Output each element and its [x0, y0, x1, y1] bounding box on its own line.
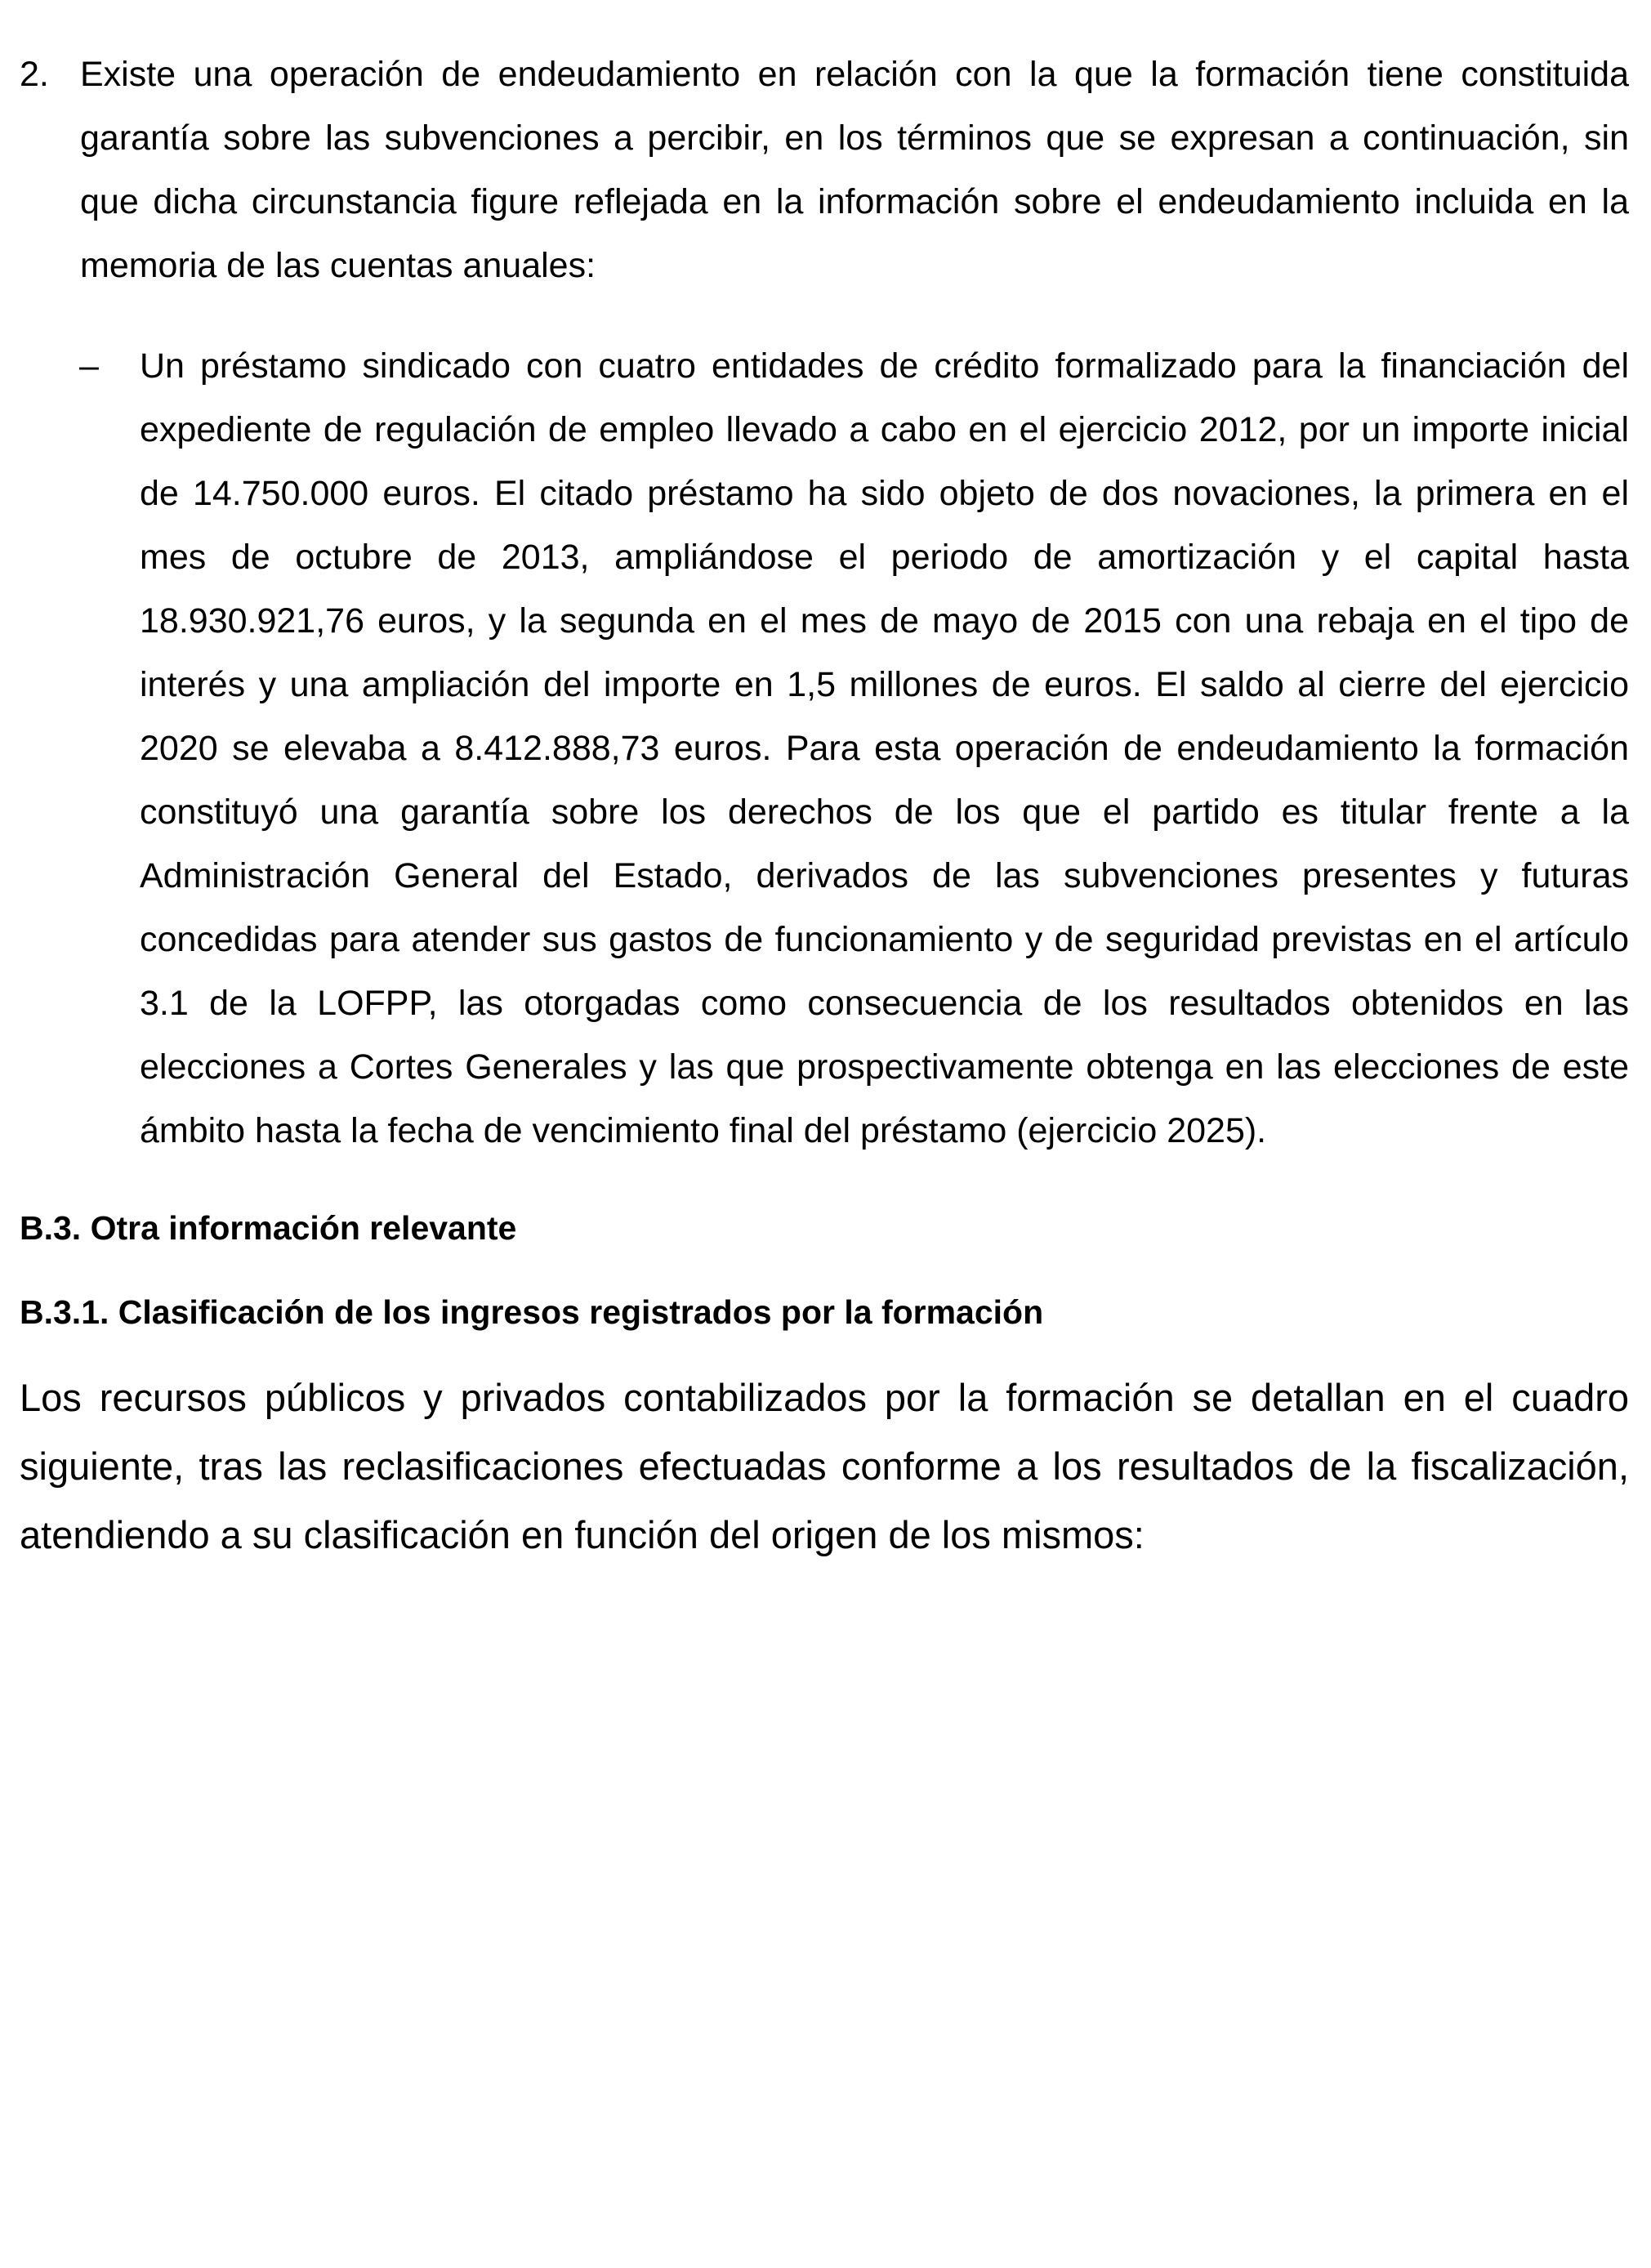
bullet-text: Un préstamo sindicado con cuatro entidades de crédito formalizado para la financiación del expediente de regulación de empleo llevado a cabo en el ejercicio 2012, por un importe inicial de 14.750.000 euros. El citado préstamo ha sido objeto de dos novaciones, la primera en el mes de octubre de 2013, ampliándose el periodo de amortización y el capital hasta 18.930.921,76 euros, y la segunda en el mes de mayo de 2015 con una rebaja en el tipo de interés y una ampliación del importe en 1,5 millones de euros. El saldo al cierre del ejercicio 2020 se elevaba a 8.412.888,73 euros. Para esta operación de endeudamiento la formación constituyó una garantía sobre los derechos de los que el partido es titular frente a la Administración General del Estado, derivados de las subvenciones presentes y futuras concedidas para atender sus gastos de funcionamiento y de seguridad previstas en el artículo 3.1 de la LOFPP, las otorgadas como consecuencia de los resultados obtenidos en las elecciones a Cortes Generales y las que prospectivamente obtenga en las elecciones de este ámbito hasta la fecha de vencimiento final del préstamo (ejercicio 2025).: [140, 346, 1629, 1150]
bullet-item-loan: [79, 334, 1629, 1163]
item-text: Existe una operación de endeudamiento en relación con la que la formación tiene constituida garantía sobre las subvenciones a percibir, en los términos que se expresan a continuación, sin que dicha circunstancia figure reflejada en la información sobre el endeudamiento incluida en la memoria de las cuentas anuales:: [80, 55, 1629, 285]
section-heading-b31: B.3.1. Clasificación de los ingresos registrados por la formación: [20, 1293, 1044, 1331]
item-number: 2.: [20, 55, 49, 94]
numbered-item-2: [20, 42, 1629, 297]
dash-bullet-icon: –: [79, 346, 99, 386]
body-paragraph: Los recursos públicos y privados contabilizados por la formación se detallan en el cuadro siguiente, tras las reclasificaciones efectuadas conforme a los resultados de la fiscalización, atendiendo a su clasificación en función del origen de los mismos:: [20, 1376, 1629, 1556]
section-heading-b3: B.3. Otra información relevante: [20, 1209, 517, 1247]
